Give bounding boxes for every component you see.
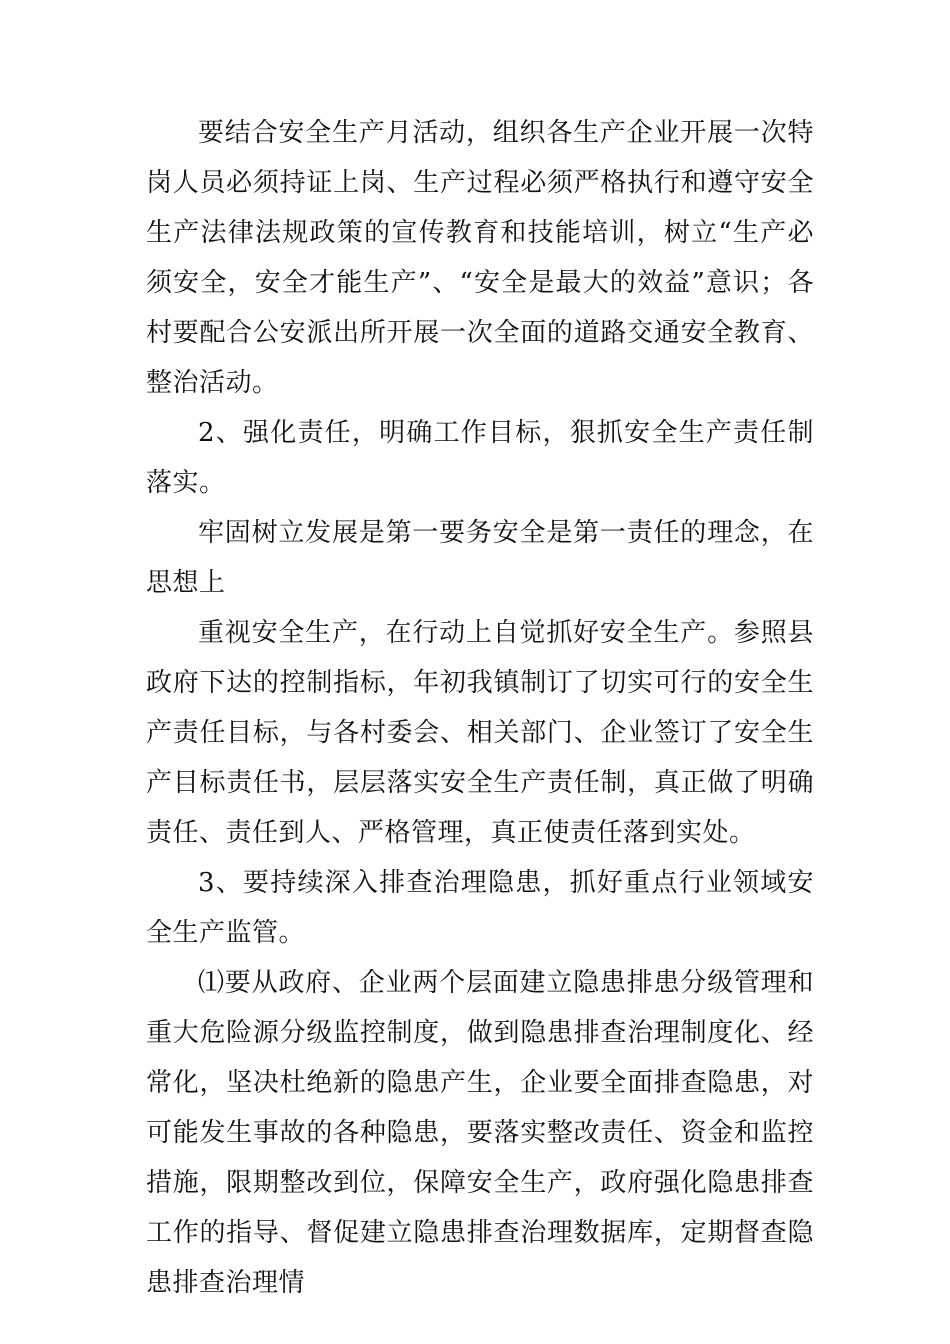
paragraph-philosophy: 牢固树立发展是第一要务安全是第一责任的理念，在思想上 bbox=[146, 518, 814, 598]
paragraph-responsibility: 重视安全生产，在行动上自觉抓好安全生产。参照县政府下达的控制指标，年初我镇制订了切实可行的安全生产责任目标，与各村委会、相关部门、企业签订了安全生产目标责任书，层层落实安全生产责任制，真正做了明确责任、责任到人、严格管理，真正使责任落到实处。 bbox=[146, 618, 814, 848]
document-body bbox=[146, 108, 814, 1308]
paragraph-heading-3: 3、要持续深入排查治理隐患，抓好重点行业领域安全生产监管。 bbox=[146, 868, 814, 948]
paragraph-hazard-item-1: ⑴要从政府、企业两个层面建立隐患排患分级管理和重大危险源分级监控制度，做到隐患排查治理制度化、经常化，坚决杜绝新的隐患产生，企业要全面排查隐患，对可能发生事故的各种隐患，要落实整改责任、资金和监控措施，限期整改到位，保障安全生产，政府强化隐患排查工作的指导、督促建立隐患排查治理数据库，定期督查隐患排查治理情 bbox=[146, 968, 814, 1298]
paragraph-activity: 要结合安全生产月活动，组织各生产企业开展一次特岗人员必须持证上岗、生产过程必须严格执行和遵守安全生产法律法规政策的宣传教育和技能培训，树立“生产必须安全，安全才能生产”、“安全是最大的效益”意识；各村要配合公安派出所开展一次全面的道路交通安全教育、整治活动。 bbox=[146, 118, 814, 398]
paragraph-heading-2: 2、强化责任，明确工作目标，狠抓安全生产责任制落实。 bbox=[146, 418, 814, 498]
